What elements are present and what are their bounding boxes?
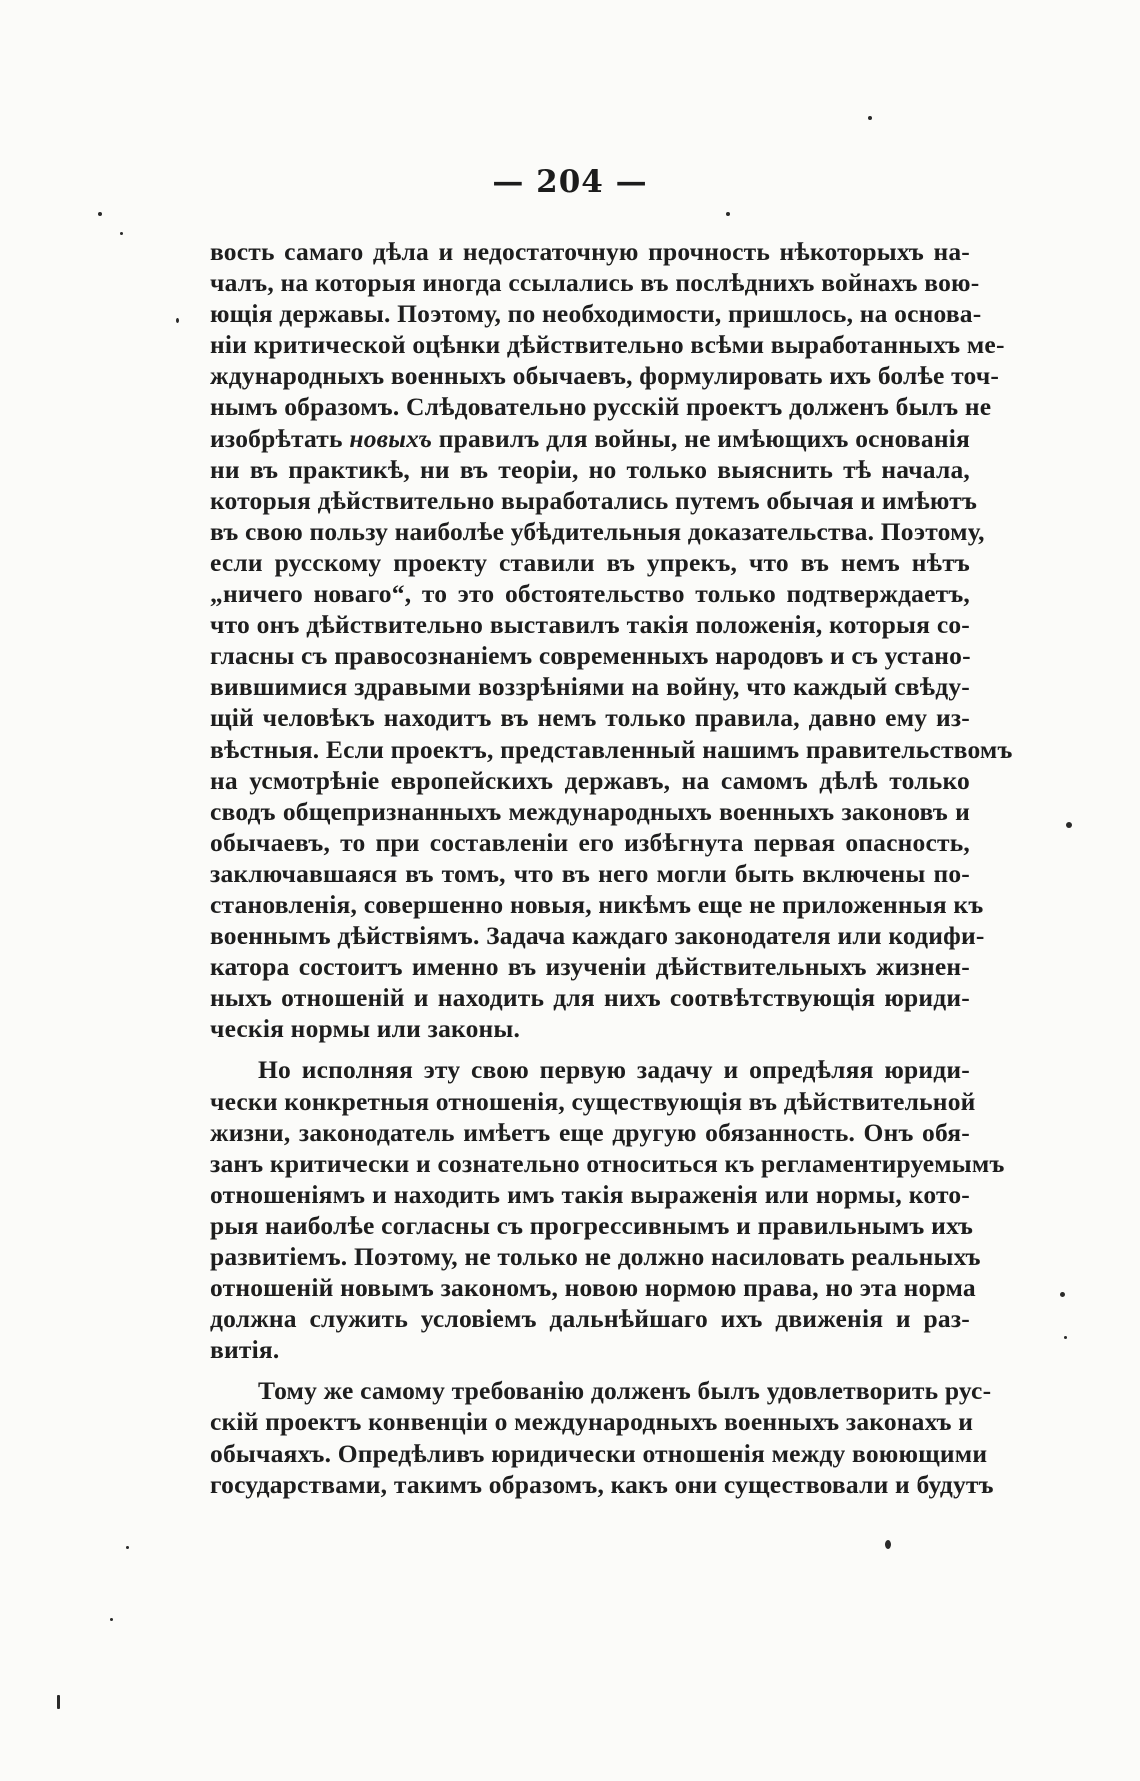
text-line: вѣстныя. Если проектъ, представленный нашимъ правительствомъ bbox=[210, 734, 1013, 764]
page-number: — 204 — bbox=[492, 164, 648, 200]
text-line: ныхъ отношеній и находить для нихъ соотвѣтствующія юриди- bbox=[210, 983, 970, 1013]
text-line: Но исполняя эту свою первую задачу и опредѣляя юриди- bbox=[258, 1055, 970, 1085]
scan-speck bbox=[1066, 822, 1072, 828]
text-line: обычаевъ, то при составленіи его избѣгнута первая опасность, bbox=[210, 827, 970, 857]
text-line: гласны съ правосознаніемъ современныхъ народовъ и съ устано- bbox=[210, 641, 971, 671]
text-line: вившимися здравыми воззрѣніями на войну, что каждый свѣду- bbox=[210, 672, 970, 702]
text-line: вость самаго дѣла и недостаточную прочность нѣкоторыхъ на- bbox=[210, 237, 970, 266]
text-line: военнымъ дѣйствіямъ. Задача каждаго законодателя или кодифи- bbox=[210, 921, 985, 951]
scan-speck bbox=[726, 212, 730, 216]
scan-speck bbox=[120, 232, 123, 235]
text-line: „ничего новаго“, то это обстоятельство только подтверждаетъ, bbox=[210, 579, 970, 609]
text-line: должна служить условіемъ дальнѣйшаго ихъ движенія и раз- bbox=[210, 1304, 970, 1334]
text-line: отношеній новымъ закономъ, новою нормою права, но эта норма bbox=[210, 1273, 976, 1303]
paragraph-gap bbox=[210, 1365, 970, 1375]
scan-speck bbox=[1060, 1292, 1065, 1297]
text-line: сводъ общепризнанныхъ международныхъ военныхъ законовъ и bbox=[210, 796, 970, 826]
scan-speck bbox=[868, 116, 872, 120]
text-line: Тому же самому требованію долженъ былъ удовлетворить рус- bbox=[258, 1376, 992, 1406]
text-line: ющія державы. Поэтому, по необходимости, пришлось, на основа- bbox=[210, 299, 982, 329]
text-line: на усмотрѣніе европейскихъ державъ, на самомъ дѣлѣ только bbox=[210, 765, 970, 795]
text-line: государствами, такимъ образомъ, какъ они существовали и будутъ bbox=[210, 1469, 994, 1499]
text-line: жизни, законодатель имѣетъ еще другую обязанность. Онъ обя- bbox=[210, 1117, 970, 1147]
scan-speck bbox=[57, 1695, 60, 1709]
text-line: ждународныхъ военныхъ обычаевъ, формулировать ихъ болѣе точ- bbox=[210, 361, 1000, 391]
text-line: ніи критической оцѣнки дѣйствительно всѣми выработанныхъ ме- bbox=[210, 330, 1005, 360]
text-line: щій человѣкъ находитъ въ немъ только правила, давно ему из- bbox=[210, 703, 970, 733]
scan-speck bbox=[110, 1618, 113, 1621]
paragraph-gap bbox=[210, 1044, 970, 1054]
text-line: рыя наиболѣе согласны съ прогрессивнымъ и правильнымъ ихъ bbox=[210, 1210, 974, 1240]
text-line: занъ критически и сознательно относиться къ регламентируемымъ bbox=[210, 1148, 1005, 1178]
text-line: скій проектъ конвенціи о международныхъ военныхъ законахъ и bbox=[210, 1407, 974, 1437]
text-line: ни въ практикѣ, ни въ теоріи, но только выяснить тѣ начала, bbox=[210, 454, 970, 484]
body-text bbox=[210, 236, 1013, 1500]
text-line: катора состоитъ именно въ изученіи дѣйствительныхъ жизнен- bbox=[210, 952, 970, 982]
text-line: заключавшаяся въ томъ, что въ него могли быть включены по- bbox=[210, 858, 970, 888]
text-line: изобрѣтать новыхъ правилъ для войны, не имѣющихъ основанія bbox=[210, 423, 970, 453]
scan-speck bbox=[1064, 1336, 1067, 1339]
text-line: становленія, совершенно новыя, никѣмъ еще не приложенныя къ bbox=[210, 889, 984, 919]
scan-speck bbox=[176, 318, 179, 323]
text-line: что онъ дѣйствительно выставилъ такія положенія, которыя со- bbox=[210, 610, 970, 640]
text-line: нымъ образомъ. Слѣдовательно русскій проектъ долженъ былъ не bbox=[210, 392, 992, 422]
text-line: развитіемъ. Поэтому, не только не должно насиловать реальныхъ bbox=[210, 1242, 981, 1271]
text-line: витія. bbox=[210, 1335, 280, 1365]
text-line: которыя дѣйствительно выработались путемъ обычая и имѣютъ bbox=[210, 485, 978, 515]
emphasized-word: новыхъ bbox=[349, 423, 433, 453]
text-line: чески конкретныя отношенія, существующія въ дѣйствительной bbox=[210, 1086, 976, 1116]
text-line: если русскому проекту ставили въ упрекъ, что въ немъ нѣтъ bbox=[210, 547, 970, 577]
text-line: ческія нормы или законы. bbox=[210, 1014, 521, 1044]
scan-speck bbox=[885, 1540, 891, 1549]
scan-speck bbox=[126, 1546, 129, 1549]
text-line: отношеніямъ и находить имъ такія выраженія или нормы, кото- bbox=[210, 1179, 970, 1209]
scan-speck bbox=[98, 212, 102, 216]
text-line: чалъ, на которыя иногда ссылались въ послѣднихъ войнахъ вою- bbox=[210, 268, 980, 298]
text-line: въ свою пользу наиболѣе убѣдительныя доказательства. Поэтому, bbox=[210, 516, 985, 546]
text-line: обычаяхъ. Опредѣливъ юридически отношенія между воюющими bbox=[210, 1438, 988, 1468]
